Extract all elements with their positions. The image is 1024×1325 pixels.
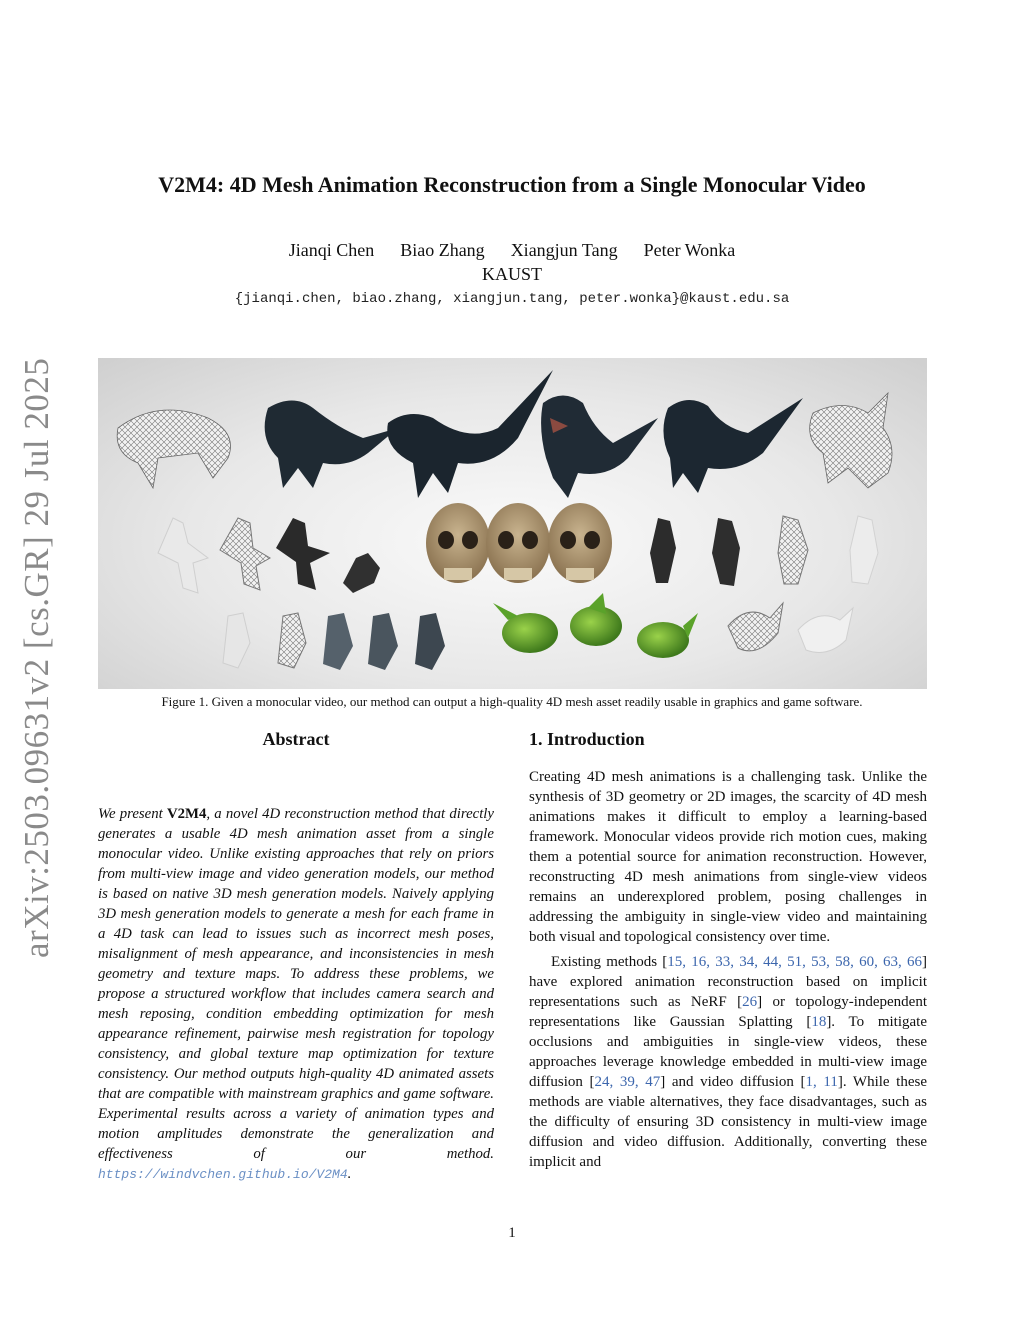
citation-link[interactable]: 26	[742, 994, 758, 1010]
abstract-text	[98, 804, 494, 1185]
knight-white	[850, 516, 878, 584]
seated-figure-dark	[415, 613, 445, 670]
teaser-render	[98, 358, 927, 689]
author-emails: {jianqi.chen, biao.zhang, xiangjun.tang, peter.wonka}@kaust.edu.sa	[234, 291, 790, 307]
archer-dark-crouch	[343, 553, 380, 593]
introduction-heading: 1. Introduction	[529, 729, 645, 749]
green-dragon	[570, 593, 622, 646]
method-name: V2M4	[166, 806, 207, 822]
bird-wireframe	[728, 603, 783, 651]
text-span: ] or topology-independent representations like Gaussian Splatting [	[529, 994, 927, 1030]
text-span: ] and video diffusion [	[660, 1074, 806, 1090]
author-name: Jianqi Chen	[288, 240, 375, 260]
raptor-wireframe-right	[810, 393, 892, 488]
raptor-wireframe-left	[117, 410, 230, 488]
skull	[426, 503, 490, 583]
raptor-dark	[541, 396, 658, 499]
bird-white	[798, 608, 853, 652]
author-list	[0, 240, 1024, 261]
seated-figure-dark	[323, 613, 353, 670]
author-name: Peter Wonka	[643, 240, 736, 260]
text-span: ]. To mitigate occlusions and ambiguities in single-view videos, these approaches leverage knowledge embedded in multi-view image diffusion [	[529, 1014, 927, 1090]
green-dragon	[493, 603, 558, 653]
archer-white	[158, 518, 208, 593]
citation-link[interactable]: 18	[811, 1014, 827, 1030]
abstract-lead: We present	[98, 806, 167, 822]
skull	[548, 503, 612, 583]
archer-wireframe	[220, 518, 270, 590]
seated-figure-wireframe	[278, 613, 306, 668]
affiliation: KAUST	[481, 264, 542, 284]
intro-paragraph-2	[529, 952, 927, 1172]
abstract-end: .	[347, 1166, 352, 1182]
seated-figure-dark	[368, 613, 398, 670]
knight-wireframe	[778, 516, 808, 584]
project-url-link[interactable]: https://windvchen.github.io/V2M4	[98, 1167, 348, 1182]
citation-link[interactable]: 24, 39, 47	[594, 1074, 661, 1090]
raptor-dark	[663, 398, 803, 493]
raptor-dark	[387, 370, 553, 498]
abstract-body: , a novel 4D reconstruction method that directly generates a usable 4D mesh animation asset from a single monocular video. Unlike existing approaches that rely on priors from multi-view image and video generation models, our method is based on native 3D mesh generation models. Naively applying 3D mesh generation models to generate a mesh for each frame in a 4D task can lead to issues such as incorrect mesh poses, misalignment of mesh appearance, and inconsistencies in mesh geometry and texture maps. To address these problems, we propose a structured workflow that includes camera search and mesh reposing, condition embedding optimization for mesh appearance refinement, pairwise mesh registration for topology consistency, and global texture map optimization for texture consistency. Our method outputs high-quality 4D animated assets that are compatible with mainstream graphics and game software. Experimental results across a variety of animation types and motion amplitudes demonstrate the generalization and effectiveness of our method.	[98, 806, 494, 1162]
abstract-heading: Abstract	[262, 729, 330, 749]
archer-dark	[276, 518, 330, 590]
skull	[486, 503, 550, 583]
arxiv-identifier: arXiv:2503.09631v2 [cs.GR] 29 Jul 2025	[17, 357, 56, 958]
teaser-figure	[98, 358, 927, 689]
author-name: Biao Zhang	[400, 240, 485, 260]
text-span: ]. While these methods are viable alternatives, they face disadvantages, such as the difficulty of ensuring 3D consistency in multi-view image diffusion and video diffusion. Additionally, converting these implicit and	[529, 1074, 927, 1170]
text-span: Existing methods [	[551, 954, 668, 970]
green-dragon	[637, 613, 698, 658]
paper-title: V2M4: 4D Mesh Animation Reconstruction from a Single Monocular Video	[158, 172, 866, 197]
figure-caption: Figure 1. Given a monocular video, our method can output a high-quality 4D mesh asset readily usable in graphics and game software.	[161, 694, 863, 709]
seated-figure-white	[223, 613, 250, 668]
intro-paragraph-1: Creating 4D mesh animations is a challenging task. Unlike the synthesis of 3D geometry or 2D images, the scarcity of 4D mesh animations makes it difficult to employ a learning-based framework. Monocular videos provide rich motion cues, making them a potential source for animation reconstruction. However, reconstructing 4D mesh animations from single-view videos remains an underexplored problem, posing challenges in addressing the ambiguity in single-view video and maintaining both visual and topological consistency over time.	[529, 769, 927, 945]
raptor-dark	[265, 401, 398, 489]
citation-link[interactable]: 1, 11	[805, 1074, 838, 1090]
author-name: Xiangjun Tang	[510, 240, 618, 260]
page-number: 1	[508, 1225, 516, 1241]
text-span: ] have explored animation reconstruction based on implicit representations such as NeRF [	[529, 954, 928, 1010]
knight-dark	[712, 518, 740, 586]
knight-dark	[650, 518, 676, 583]
citation-link[interactable]: 15, 16, 33, 34, 44, 51, 53, 58, 60, 63, 66	[667, 954, 923, 970]
introduction-text	[529, 767, 927, 1172]
